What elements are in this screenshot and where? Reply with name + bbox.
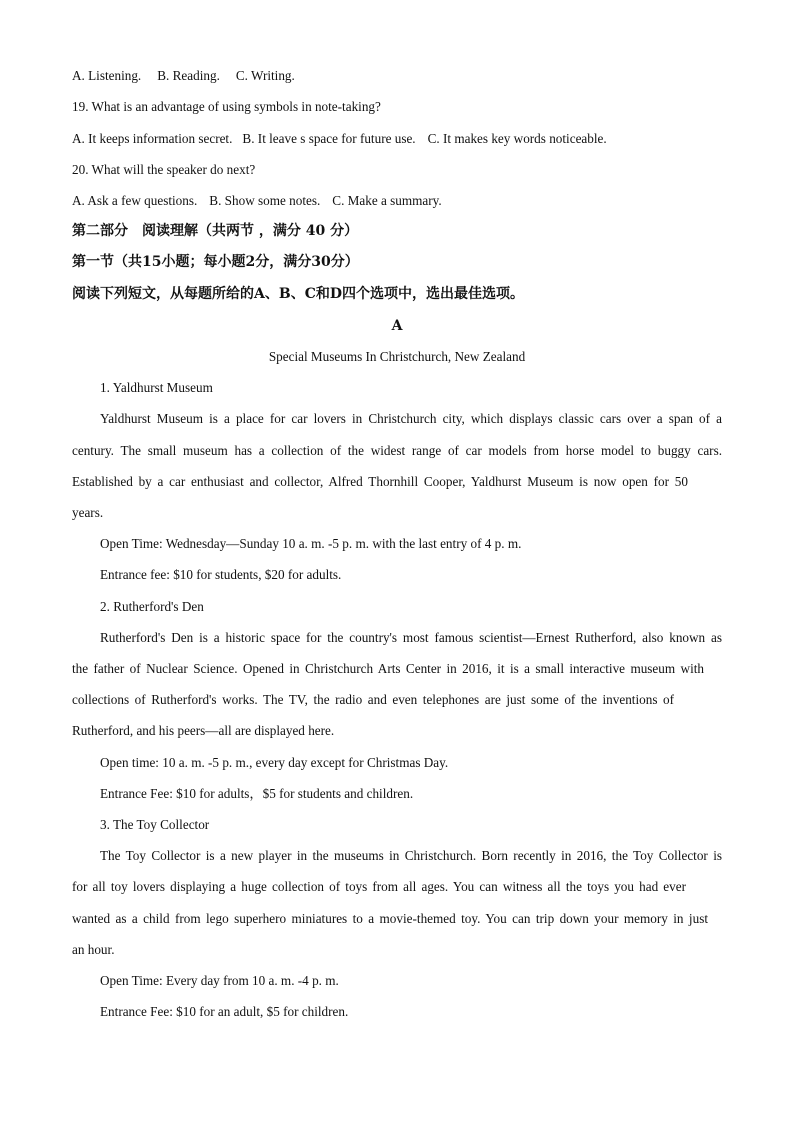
q19-option-c: C. It makes key words noticeable. (427, 131, 607, 146)
part-title: 第二部分 阅读理解（共两节 ，满分 40 分） (72, 223, 359, 239)
passage-title: Special Museums In Christchurch, New Zealand (268, 349, 526, 364)
museum-entrance-fee: Entrance fee: $10 for students, $20 for adults. (100, 567, 342, 582)
paragraph-line: Rutherford, and his peers—all are displayed here. (72, 723, 335, 738)
paragraph-line: Rutherford's Den is a historic space for the country's most famous scientist—Ernest Rutherford, also known as (100, 630, 722, 645)
paragraph-line: years. (72, 505, 104, 520)
paragraph-line: for all toy lovers displaying a huge collection of toys from all ages. You can witness all the toys you had ever (72, 879, 686, 894)
q20-option-c: C. Make a summary. (332, 193, 442, 208)
q19-option-a: A. It keeps information secret. (72, 131, 233, 146)
instructions: 阅读下列短文，从每题所给的A、B、C和D四个选项中，选出最佳选项。 (72, 286, 524, 302)
q20-options (72, 192, 442, 210)
passage-letter: A (391, 318, 403, 334)
museum-entrance-fee: Entrance Fee: $10 for an adult, $5 for children. (100, 1004, 349, 1019)
paragraph-line: The Toy Collector is a new player in the museums in Christchurch. Born recently in 2016, the Toy Collector is (100, 848, 722, 863)
section-subtitle: 第一节（共15小题；每小题2分，满分30分） (72, 254, 359, 270)
q20-option-b: B. Show some notes. (209, 193, 321, 208)
paragraph-line: wanted as a child from lego superhero miniatures to a movie-themed toy. You can trip down your memory in just (72, 911, 708, 926)
paragraph-line: the father of Nuclear Science. Opened in Christchurch Arts Center in 2016, it is a small interactive museum with (72, 661, 704, 676)
museum-heading: 3. The Toy Collector (100, 817, 210, 832)
q18-option-c: C. Writing. (235, 68, 295, 83)
museum-heading: 2. Rutherford's Den (100, 599, 204, 614)
q18-option-a: A. Listening. (72, 68, 142, 83)
paragraph-line: an hour. (72, 942, 115, 957)
paragraph-line: collections of Rutherford's works. The TV, the radio and even telephones are just some of the inventions of (72, 692, 674, 707)
q18-options (72, 67, 295, 85)
museum-heading: 1. Yaldhurst Museum (100, 380, 213, 395)
museum-open-time: Open time: 10 a. m. -5 p. m., every day except for Christmas Day. (100, 755, 449, 770)
museum-open-time: Open Time: Wednesday—Sunday 10 a. m. -5 p. m. with the last entry of 4 p. m. (100, 536, 522, 551)
q19-option-b: B. It leave s space for future use. (242, 131, 416, 146)
q19-options (72, 130, 607, 148)
q19-question: 19. What is an advantage of using symbols in note-taking? (72, 99, 381, 114)
q18-option-b: B. Reading. (157, 68, 220, 83)
paragraph-line: Yaldhurst Museum is a place for car lovers in Christchurch city, which displays classic cars over a span of a (100, 411, 722, 426)
q20-option-a: A. Ask a few questions. (72, 193, 198, 208)
museum-open-time: Open Time: Every day from 10 a. m. -4 p. m. (100, 973, 339, 988)
paragraph-line: Established by a car enthusiast and collector, Alfred Thornhill Cooper, Yaldhurst Museum is now open for 50 (72, 474, 688, 489)
paragraph-line: century. The small museum has a collection of the widest range of car models from horse model to buggy cars. (72, 443, 722, 458)
museum-entrance-fee: Entrance Fee: $10 for adults，$5 for students and children. (100, 786, 414, 801)
q20-question: 20. What will the speaker do next? (72, 162, 256, 177)
